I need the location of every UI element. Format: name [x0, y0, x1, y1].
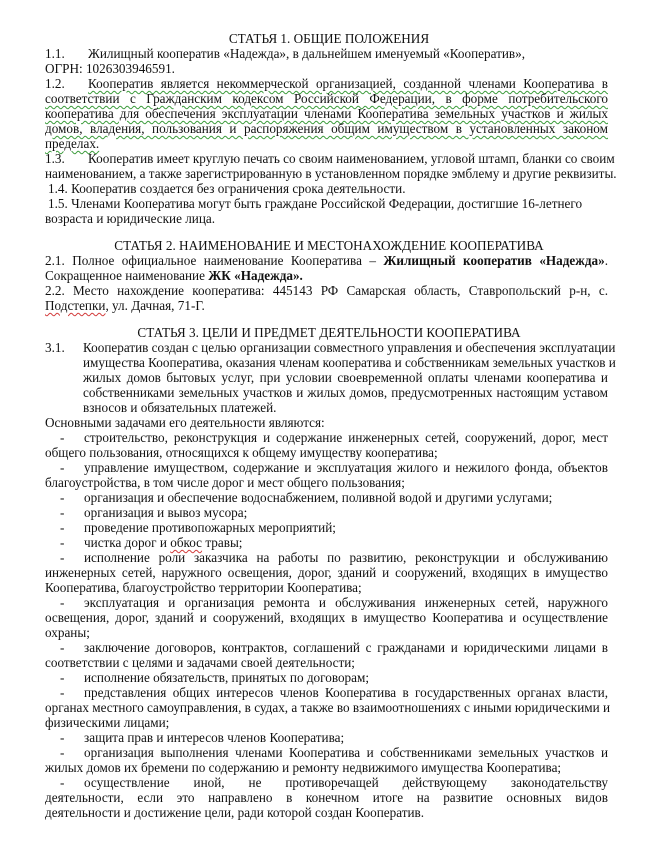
clause-3-1-line-1: Кооператив создан с целью организации совместного управления и обеспечения эксплуатации [83, 340, 616, 355]
task-9-dash: - [60, 640, 65, 655]
short-name-label: Сокращенное наименование [45, 268, 209, 283]
task-11-line-3: физическими лицами; [45, 715, 170, 730]
task-14-dash: - [60, 775, 65, 790]
clause-1-3-line-1: Кооператив имеет круглую печать со своим наименованием, угловой штамп, бланки со своим [88, 151, 615, 166]
clause-2-2-line-2 [45, 299, 205, 314]
clause-3-1-line-3: жилых домов бытовых услуг, при условии своевременной оплаты членами кооператива и [83, 370, 608, 385]
clause-3-1-line-2: имущества Кооператива, оказания членам кооператива и собственникам земельных участков и [83, 355, 616, 370]
task-11-dash: - [60, 685, 65, 700]
task-5-dash: - [60, 520, 65, 535]
task-12: защита прав и интересов членов Кооператива; [84, 730, 345, 745]
task-2-line-2: благоустройства, в том числе дорог и мест общего пользования; [45, 475, 405, 490]
task-6-misspelled-word: обкос [170, 535, 203, 550]
task-12-dash: - [60, 730, 65, 745]
clause-1-2-line-4: домов, владения, пользования и распоряжения общим имуществом в установленных законом [45, 121, 608, 136]
task-9-line-2: соответствии с целями и задачами своей деятельности; [45, 655, 355, 670]
clause-3-1-number: 3.1. [45, 340, 65, 355]
clause-3-1-line-4: собственниками земельных участков и жилых домов, предусмотренных настоящим уставом [83, 385, 608, 400]
task-2-line-1: управление имуществом, содержание и эксплуатация жилого и нежилого фонда, объектов [84, 460, 608, 475]
task-8-line-2: освещения, дорог, зданий и сооружений, входящих в имущество Кооператива и осуществление [45, 610, 608, 625]
clause-1-1-number: 1.1. [45, 46, 65, 61]
clause-2-2-line-1: 2.2. Место нахождение кооператива: 445143 РФ Самарская область, Ставропольский р-н, с. [45, 283, 608, 298]
clause-1-3-line-2: наименованием, а также зарегистрированную в установленном порядке эмблему и другие реквизиты. [45, 166, 617, 181]
task-10: исполнение обязательств, принятых по договорам; [84, 670, 370, 685]
article-3-title: СТАТЬЯ 3. ЦЕЛИ И ПРЕДМЕТ ДЕЯТЕЛЬНОСТИ КООПЕРАТИВА [137, 325, 521, 340]
clause-2-1-text: 2.1. Полное официальное наименование Кооператива – [45, 253, 384, 268]
task-7-line-2: инженерных сетей, наружного освещения, дорог, зданий и сооружений, входящих в имущество [45, 565, 608, 580]
task-7-line-1: исполнение роли заказчика на работы по развитию, реконструкции и обслуживанию [84, 550, 608, 565]
clause-1-2-line-1: Кооператив является некоммерческой организацией, созданной членами Кооператива в [88, 76, 608, 91]
task-4: организация и вывоз мусора; [84, 505, 248, 520]
task-6-dash: - [60, 535, 65, 550]
clause-2-1-period: . [604, 253, 609, 268]
full-name: Жилищный кооператив «Надежда» [383, 253, 605, 268]
clause-1-4: 1.4. Кооператив создается без ограничения срока деятельности. [48, 181, 406, 196]
clause-1-2-number: 1.2. [45, 76, 65, 91]
task-14-line-2: деятельности, если это направлено в конечном итоге на развитие основных видов [45, 790, 608, 805]
task-7-dash: - [60, 550, 65, 565]
clause-1-1-line-1: Жилищный кооператив «Надежда», в дальнейшем именуемый «Кооператив», [88, 46, 526, 61]
task-1-line-1: строительство, реконструкция и содержание инженерных сетей, сооружений, дорог, мест [84, 430, 608, 445]
clause-1-1-line-2: ОГРН: 1026303946591. [45, 61, 175, 76]
task-5: проведение противопожарных мероприятий; [84, 520, 336, 535]
task-8-line-1: эксплуатация и организация ремонта и обслуживания инженерных сетей, наружного [84, 595, 608, 610]
short-name: ЖК «Надежда». [208, 268, 303, 283]
clause-3-1-line-5: взносов и обязательных платежей. [83, 400, 277, 415]
task-1-line-2: общего пользования, относящихся к общему имуществу кооператива; [45, 445, 438, 460]
task-2-dash: - [60, 460, 65, 475]
task-10-dash: - [60, 670, 65, 685]
clause-1-3-number: 1.3. [45, 151, 65, 166]
clause-2-1-line-2 [45, 269, 303, 284]
task-14-line-3: деятельности и достижение цели, ради которой создан Кооператив. [45, 805, 425, 820]
task-14-line-1: осуществление иной, не противоречащей действующему законодательству [84, 775, 608, 790]
task-3: организация и обеспечение водоснабжением, поливной водой и другими услугами; [84, 490, 553, 505]
clause-1-2-line-2: соответствии с Гражданским кодексом Российской Федерации, в форме потребительского [45, 91, 608, 106]
street-address: , ул. Дачная, 71-Г. [105, 298, 205, 313]
clause-2-1-line-1 [45, 254, 608, 269]
article-1-title: СТАТЬЯ 1. ОБЩИЕ ПОЛОЖЕНИЯ [228, 31, 430, 46]
task-6-text-a: чистка дорог и [84, 535, 171, 550]
task-11-line-1: представления общих интересов членов Кооператива в государственных органах власти, [84, 685, 608, 700]
clause-1-2-line-5: пределах. [45, 136, 100, 151]
task-7-line-3: Кооператива, благоустройство территории Кооператива; [45, 580, 362, 595]
clause-1-5-line-1: 1.5. Членами Кооператива могут быть граждане Российской Федерации, достигшие 16-летнего [48, 196, 583, 211]
task-3-dash: - [60, 490, 65, 505]
task-13-dash: - [60, 745, 65, 760]
clause-1-2-line-3: кооператива для обеспечения эксплуатации членами Кооператива земельных участков и жилых [45, 106, 608, 121]
village-name: Подстепки [45, 298, 106, 313]
task-8-line-3: охраны; [45, 625, 90, 640]
task-11-line-2: органах местного самоуправления, в судах, а также во взаимоотношениях с иными юридическими и [45, 700, 611, 715]
clause-1-5-line-2: возраста и юридические лица. [45, 211, 216, 226]
task-1-dash: - [60, 430, 65, 445]
task-8-dash: - [60, 595, 65, 610]
task-6-text-c: травы; [202, 535, 243, 550]
tasks-intro: Основными задачами его деятельности являются: [45, 415, 325, 430]
task-6 [84, 536, 242, 551]
task-13-line-2: жилых домов их бремени по содержанию и ремонту недвижимого имущества Кооператива; [45, 760, 562, 775]
task-4-dash: - [60, 505, 65, 520]
task-9-line-1: заключение договоров, контрактов, соглашений с гражданами и юридическими лицами в [84, 640, 608, 655]
article-2-title: СТАТЬЯ 2. НАИМЕНОВАНИЕ И МЕСТОНАХОЖДЕНИЕ КООПЕРАТИВА [114, 238, 544, 253]
task-13-line-1: организация выполнения членами Кооператива и собственниками земельных участков и [84, 745, 608, 760]
